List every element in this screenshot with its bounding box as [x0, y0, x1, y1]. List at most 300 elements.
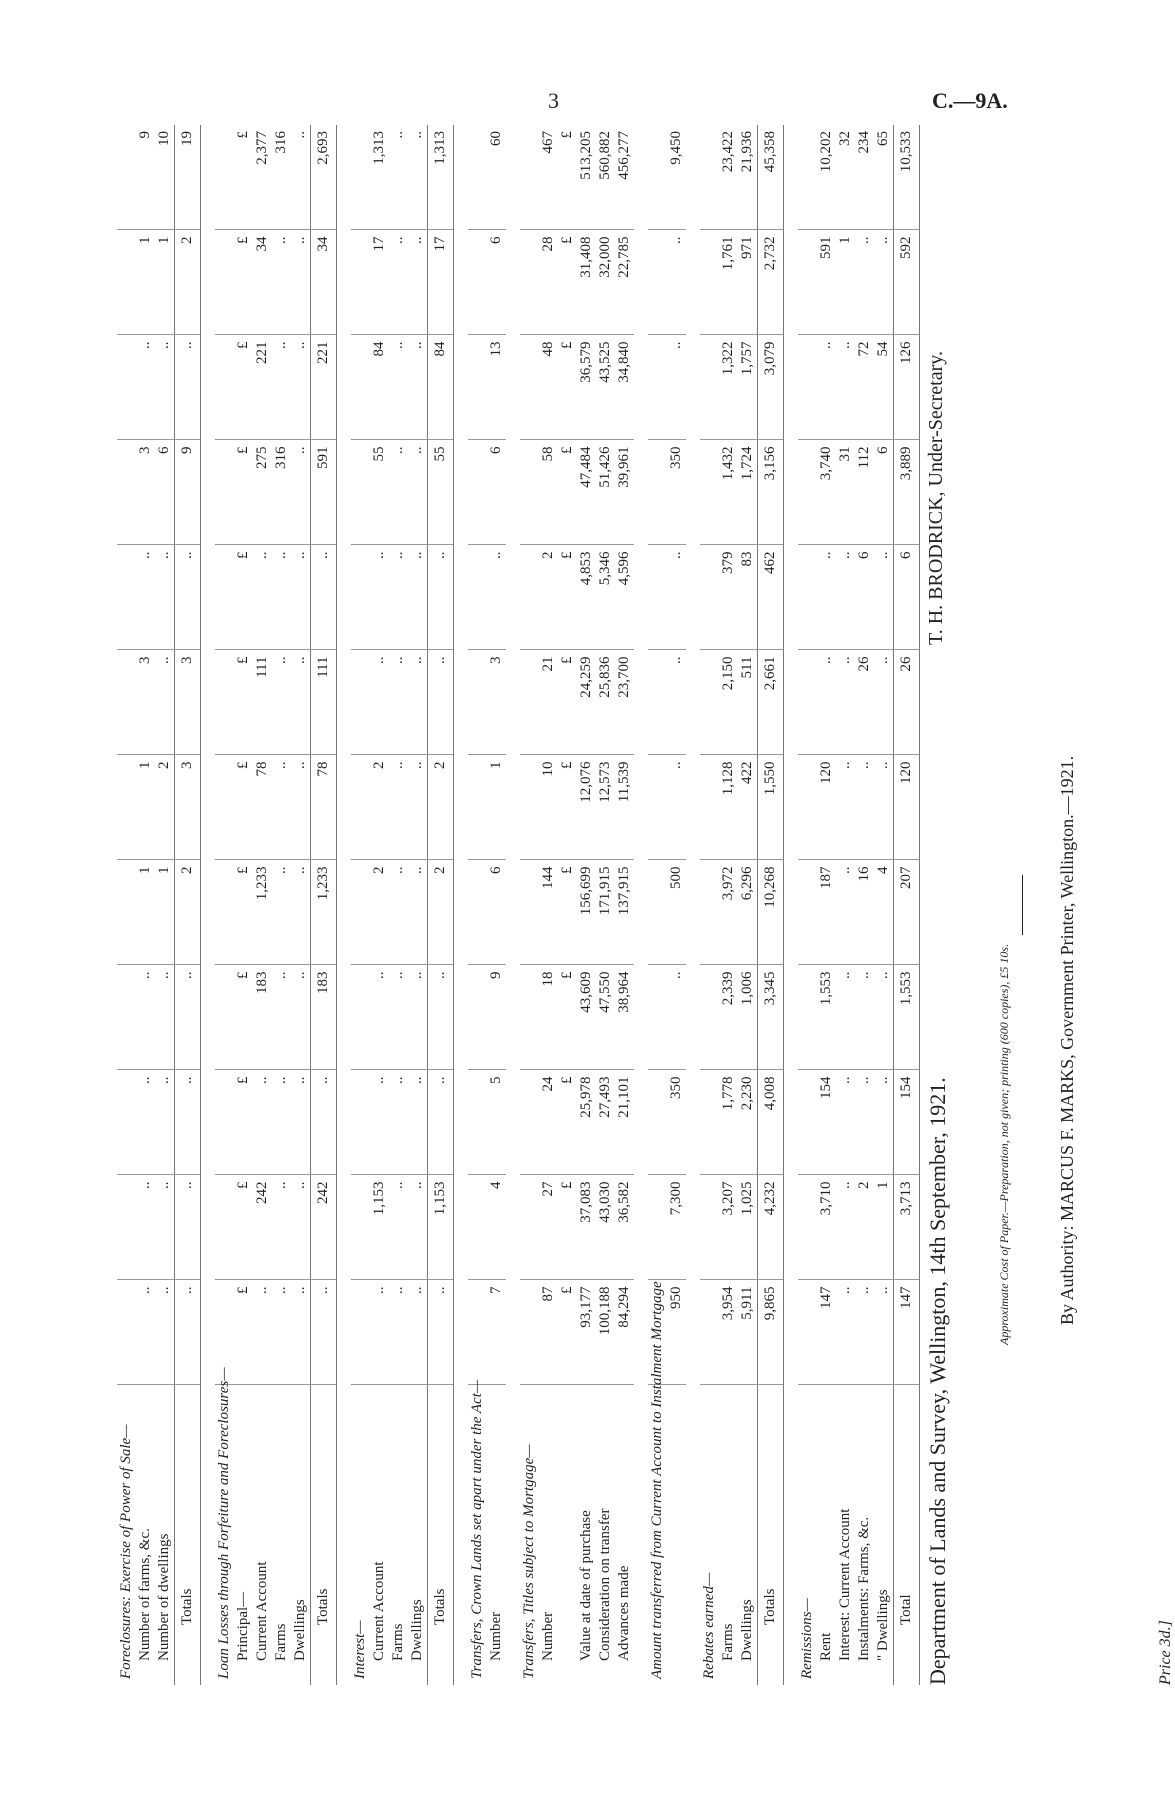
table-cell: .. — [389, 335, 408, 440]
table-cell: 456,277 — [615, 125, 634, 230]
table-cell — [215, 755, 234, 860]
table-cell — [117, 965, 136, 1070]
table-cell — [351, 1070, 370, 1175]
table-cell: 25,836 — [596, 650, 615, 755]
table-cell — [648, 650, 667, 755]
table-cell: .. — [253, 1070, 272, 1175]
table-cell: .. — [408, 755, 428, 860]
table-cell: .. — [311, 1280, 337, 1385]
table-row — [291, 125, 311, 1685]
table-cell: 27,493 — [596, 1070, 615, 1175]
table-cell: £ — [558, 1175, 577, 1280]
row-label: Dwellings — [409, 1599, 425, 1661]
table-cell — [520, 125, 539, 230]
table-row — [667, 125, 686, 1685]
table-cell: .. — [428, 1070, 454, 1175]
row-label: Number — [488, 1611, 504, 1661]
table-cell: 1 — [136, 230, 155, 335]
table-cell: 2,230 — [738, 1070, 758, 1175]
table-cell: 72 — [855, 335, 874, 440]
table-cell: 3,713 — [894, 1175, 920, 1280]
table-cell: .. — [311, 1070, 337, 1175]
table-cell: 1,153 — [428, 1175, 454, 1280]
table-cell: £ — [234, 1070, 253, 1175]
spacer-cell — [201, 125, 216, 1685]
table-cell — [117, 230, 136, 335]
section-heading: Rebates earned— — [701, 1572, 717, 1679]
table-cell: 9 — [175, 440, 201, 545]
table-cell — [520, 1175, 539, 1280]
table-cell: 592 — [894, 230, 920, 335]
table-cell: 1,757 — [738, 335, 758, 440]
table-cell — [648, 755, 667, 860]
return-table — [117, 125, 934, 1685]
table-cell — [351, 545, 370, 650]
table-cell — [520, 860, 539, 965]
spacer-cell — [686, 125, 700, 1685]
table-cell — [468, 125, 487, 230]
table-cell: 12,573 — [596, 755, 615, 860]
table-cell — [117, 1280, 136, 1385]
table-cell: 3 — [487, 650, 506, 755]
table-cell: £ — [234, 545, 253, 650]
table-row — [596, 125, 615, 1685]
table-cell — [700, 1070, 719, 1175]
table-cell: 3,889 — [894, 440, 920, 545]
table-cell: .. — [874, 965, 894, 1070]
table-cell: .. — [389, 1070, 408, 1175]
spacer-cell — [337, 125, 352, 1685]
table-cell: .. — [291, 440, 311, 545]
table-cell: 43,030 — [596, 1175, 615, 1280]
table-cell: 3 — [175, 755, 201, 860]
table-cell: 45,358 — [758, 125, 784, 230]
table-cell: .. — [272, 860, 291, 965]
table-cell: 18 — [539, 965, 558, 1070]
table-cell: 23,422 — [719, 125, 738, 230]
table-cell — [468, 1280, 487, 1385]
table-cell: .. — [408, 1280, 428, 1385]
table-cell: 17 — [428, 230, 454, 335]
table-cell: 1,432 — [719, 440, 738, 545]
table-cell: 2 — [175, 230, 201, 335]
table-cell: .. — [667, 230, 686, 335]
total-row — [175, 125, 201, 1685]
total-row — [894, 125, 920, 1685]
table-cell: 2 — [155, 755, 175, 860]
table-cell: 6 — [487, 230, 506, 335]
table-cell: 84,294 — [615, 1280, 634, 1385]
section-heading: Amount transferred from Current Account to Instalment Mortgage — [649, 1281, 665, 1679]
table-cell: 9 — [487, 965, 506, 1070]
table-cell — [117, 1175, 136, 1280]
table-cell: 83 — [738, 545, 758, 650]
total-row — [758, 125, 784, 1685]
table-cell: 1,233 — [253, 860, 272, 965]
table-cell — [700, 860, 719, 965]
table-cell: .. — [836, 965, 855, 1070]
table-cell: 7 — [487, 1280, 506, 1385]
table-cell: 32,000 — [596, 230, 615, 335]
table-cell — [117, 650, 136, 755]
table-cell: .. — [272, 965, 291, 1070]
table-cell: 93,177 — [577, 1280, 596, 1385]
table-cell: 1 — [487, 755, 506, 860]
table-row — [738, 125, 758, 1685]
row-label: Consideration on transfer — [597, 1508, 613, 1661]
table-cell: .. — [291, 125, 311, 230]
table-cell: 3,207 — [719, 1175, 738, 1280]
table-cell: 3,710 — [817, 1175, 836, 1280]
table-cell: .. — [874, 755, 894, 860]
table-cell: 6 — [487, 860, 506, 965]
table-row — [487, 125, 506, 1685]
table-cell: 1,778 — [719, 1070, 738, 1175]
table-cell: .. — [175, 1280, 201, 1385]
table-row — [155, 125, 175, 1685]
price-note: Price 3d.] — [1157, 1620, 1174, 1685]
table-row — [874, 125, 894, 1685]
table-cell: .. — [389, 965, 408, 1070]
table-cell — [468, 755, 487, 860]
table-cell: 144 — [539, 860, 558, 965]
table-cell: 65 — [874, 125, 894, 230]
table-cell: 147 — [894, 1280, 920, 1385]
row-label: Totals — [428, 1385, 454, 1685]
table-cell: 120 — [817, 755, 836, 860]
table-cell — [700, 1280, 719, 1385]
section-heading-row — [117, 125, 136, 1685]
table-cell: .. — [389, 545, 408, 650]
table-cell: 154 — [817, 1070, 836, 1175]
table-cell — [648, 440, 667, 545]
section-heading-row — [520, 125, 539, 1685]
table-cell: .. — [175, 1070, 201, 1175]
table-cell: .. — [136, 335, 155, 440]
table-cell: 28 — [539, 230, 558, 335]
table-cell: 7,300 — [667, 1175, 686, 1280]
table-cell: 120 — [894, 755, 920, 860]
section-heading-row — [468, 125, 487, 1685]
table-cell: 6 — [155, 440, 175, 545]
table-cell: .. — [836, 860, 855, 965]
table-cell — [351, 440, 370, 545]
table-cell — [520, 230, 539, 335]
row-label: Value at date of purchase — [578, 1510, 594, 1661]
table-cell: .. — [855, 755, 874, 860]
table-row — [719, 125, 738, 1685]
table-cell — [215, 335, 234, 440]
table-cell: 84 — [428, 335, 454, 440]
table-cell: £ — [234, 1280, 253, 1385]
table-cell: 137,915 — [615, 860, 634, 965]
table-cell: .. — [155, 650, 175, 755]
table-cell: .. — [487, 545, 506, 650]
table-cell: .. — [370, 545, 389, 650]
table-cell: 1 — [155, 230, 175, 335]
table-cell: .. — [428, 965, 454, 1070]
table-cell: 10,533 — [894, 125, 920, 230]
table-cell — [700, 650, 719, 755]
table-cell: 511 — [738, 650, 758, 755]
table-row — [615, 125, 634, 1685]
table-cell: .. — [370, 965, 389, 1070]
table-cell: .. — [836, 335, 855, 440]
table-cell: 36,579 — [577, 335, 596, 440]
table-cell: .. — [874, 1280, 894, 1385]
table-cell: 36,582 — [615, 1175, 634, 1280]
table-cell: .. — [155, 965, 175, 1070]
table-cell — [520, 1070, 539, 1175]
table-cell: 10,202 — [817, 125, 836, 230]
row-label: Advances made — [616, 1565, 632, 1661]
table-cell — [798, 440, 817, 545]
table-cell: 154 — [894, 1070, 920, 1175]
table-cell: 379 — [719, 545, 738, 650]
table-cell — [520, 335, 539, 440]
table-cell: 6,296 — [738, 860, 758, 965]
row-label: Totals — [175, 1385, 201, 1685]
table-cell: 156,699 — [577, 860, 596, 965]
table-cell: 9,450 — [667, 125, 686, 230]
table-cell — [468, 545, 487, 650]
table-cell — [700, 1175, 719, 1280]
table-cell: 462 — [758, 545, 784, 650]
table-cell: 31,408 — [577, 230, 596, 335]
table-cell — [700, 545, 719, 650]
table-cell: 1,553 — [817, 965, 836, 1070]
table-cell: .. — [428, 650, 454, 755]
table-cell: £ — [558, 1280, 577, 1385]
table-cell — [700, 440, 719, 545]
table-cell: .. — [408, 650, 428, 755]
table-row — [577, 125, 596, 1685]
table-cell: £ — [234, 440, 253, 545]
signatory: T. H. BRODRICK, Under-Secretary. — [925, 351, 947, 645]
table-cell — [648, 230, 667, 335]
table-cell: .. — [836, 650, 855, 755]
row-label: Dwellings — [292, 1599, 308, 1661]
table-row — [389, 125, 408, 1685]
section-heading: Foreclosures: Exercise of Power of Sale— — [118, 1424, 134, 1679]
table-cell — [215, 860, 234, 965]
table-cell — [468, 335, 487, 440]
table-cell: 24 — [539, 1070, 558, 1175]
table-cell: .. — [272, 1175, 291, 1280]
authority-line: By Authority: MARCUS F. MARKS, Government Printer, Wellington.—1921. — [1057, 755, 1077, 1325]
table-row — [558, 125, 577, 1685]
table-cell: .. — [667, 965, 686, 1070]
table-cell: 25,978 — [577, 1070, 596, 1175]
table-cell: 37,083 — [577, 1175, 596, 1280]
table-cell: 950 — [667, 1280, 686, 1385]
table-cell: .. — [836, 1280, 855, 1385]
table-cell — [468, 440, 487, 545]
table-cell: 242 — [253, 1175, 272, 1280]
table-cell: £ — [234, 1175, 253, 1280]
table-cell: 147 — [817, 1280, 836, 1385]
spacer-cell — [634, 125, 648, 1685]
table-cell: 3,079 — [758, 335, 784, 440]
table-cell: 2 — [428, 860, 454, 965]
table-cell: .. — [817, 650, 836, 755]
table-cell: 234 — [855, 125, 874, 230]
cost-note: Approximate Cost of Paper.—Preparation, not given; printing (600 copies), £5 10s. — [997, 943, 1011, 1345]
table-cell: 112 — [855, 440, 874, 545]
table-cell: 2,150 — [719, 650, 738, 755]
table-cell — [798, 1280, 817, 1385]
table-cell: £ — [234, 335, 253, 440]
table-cell: .. — [389, 650, 408, 755]
table-cell — [215, 650, 234, 755]
table-cell: 3 — [175, 650, 201, 755]
table-cell: .. — [817, 545, 836, 650]
table-cell: .. — [136, 545, 155, 650]
table-cell: £ — [558, 335, 577, 440]
table-cell: £ — [558, 125, 577, 230]
table-cell — [351, 755, 370, 860]
table-cell: 17 — [370, 230, 389, 335]
spacer-row — [634, 125, 648, 1685]
row-label: Totals — [311, 1385, 337, 1685]
table-cell — [215, 1175, 234, 1280]
spacer-row — [784, 125, 799, 1685]
table-cell: 2 — [855, 1175, 874, 1280]
table-cell: .. — [291, 965, 311, 1070]
row-label: Interest: Current Account — [837, 1508, 853, 1661]
table-cell: 55 — [428, 440, 454, 545]
table-cell: .. — [272, 230, 291, 335]
table-cell: 78 — [253, 755, 272, 860]
table-cell: 43,525 — [596, 335, 615, 440]
table-cell: 19 — [175, 125, 201, 230]
spacer-row — [201, 125, 216, 1685]
table-cell: .. — [370, 1070, 389, 1175]
section-heading: Remissions— — [799, 1598, 815, 1679]
row-label: Number — [540, 1611, 556, 1661]
table-cell: 5 — [487, 1070, 506, 1175]
table-row — [253, 125, 272, 1685]
table-cell — [648, 335, 667, 440]
table-cell: 1 — [136, 755, 155, 860]
table-cell: .. — [389, 860, 408, 965]
table-cell: .. — [291, 860, 311, 965]
table-cell: 12,076 — [577, 755, 596, 860]
table-cell: .. — [389, 1175, 408, 1280]
table-cell: 591 — [817, 230, 836, 335]
table-cell: 21,101 — [615, 1070, 634, 1175]
table-cell: 111 — [311, 650, 337, 755]
table-cell — [215, 545, 234, 650]
table-cell — [520, 545, 539, 650]
table-row — [539, 125, 558, 1685]
table-cell: 6 — [855, 545, 874, 650]
table-cell: 560,882 — [596, 125, 615, 230]
table-cell: .. — [836, 1175, 855, 1280]
table-cell: 467 — [539, 125, 558, 230]
table-cell: 51,426 — [596, 440, 615, 545]
table-cell: 316 — [272, 440, 291, 545]
table-cell — [700, 965, 719, 1070]
table-cell: 350 — [667, 1070, 686, 1175]
table-cell — [117, 1070, 136, 1175]
table-cell: 84 — [370, 335, 389, 440]
table-cell: .. — [855, 1280, 874, 1385]
table-cell: .. — [408, 335, 428, 440]
table-cell: 9 — [136, 125, 155, 230]
spacer-cell — [454, 125, 469, 1685]
table-cell: 350 — [667, 440, 686, 545]
table-cell: 87 — [539, 1280, 558, 1385]
table-cell: .. — [408, 125, 428, 230]
table-cell: .. — [408, 230, 428, 335]
table-cell: 207 — [894, 860, 920, 965]
table-cell: .. — [253, 545, 272, 650]
table-cell: 34,840 — [615, 335, 634, 440]
table-cell: 2 — [370, 860, 389, 965]
table-cell: 2,377 — [253, 125, 272, 230]
table-cell: 11,539 — [615, 755, 634, 860]
table-cell — [215, 230, 234, 335]
table-cell — [700, 230, 719, 335]
table-cell: 3 — [136, 650, 155, 755]
table-cell — [648, 1070, 667, 1175]
row-label: Current Account — [371, 1561, 387, 1661]
table-cell — [648, 860, 667, 965]
table-cell: 38,964 — [615, 965, 634, 1070]
table-cell: .. — [408, 860, 428, 965]
table-cell: 4,596 — [615, 545, 634, 650]
table-cell: 100,188 — [596, 1280, 615, 1385]
table-cell: 126 — [894, 335, 920, 440]
table-cell: .. — [136, 1175, 155, 1280]
table-cell: 10 — [155, 125, 175, 230]
spacer-cell — [506, 125, 520, 1685]
table-cell: 21,936 — [738, 125, 758, 230]
table-cell: .. — [389, 440, 408, 545]
table-cell: 43,609 — [577, 965, 596, 1070]
table-cell: 3,972 — [719, 860, 738, 965]
table-cell — [351, 1175, 370, 1280]
table-row — [272, 125, 291, 1685]
table-cell: 26 — [855, 650, 874, 755]
table-cell: 4,232 — [758, 1175, 784, 1280]
table-cell — [351, 125, 370, 230]
table-cell: .. — [836, 1070, 855, 1175]
table-cell: 2,693 — [311, 125, 337, 230]
table-cell — [468, 1175, 487, 1280]
table-cell: £ — [234, 965, 253, 1070]
spacer-row — [337, 125, 352, 1685]
table-cell: .. — [291, 1175, 311, 1280]
section-heading: Loan Losses through Forfeiture and Foreclosures— — [216, 1367, 232, 1679]
table-cell: .. — [836, 755, 855, 860]
table-cell: .. — [155, 1070, 175, 1175]
table-cell — [468, 965, 487, 1070]
table-cell: 316 — [272, 125, 291, 230]
table-cell: 422 — [738, 755, 758, 860]
table-cell — [351, 650, 370, 755]
document-reference: C.—9A. — [932, 88, 1008, 113]
table-cell — [468, 650, 487, 755]
table-row — [855, 125, 874, 1685]
table-cell: 221 — [253, 335, 272, 440]
table-cell: .. — [272, 1280, 291, 1385]
table-cell — [117, 335, 136, 440]
table-cell: .. — [667, 335, 686, 440]
table-cell: .. — [272, 755, 291, 860]
table-cell: 31 — [836, 440, 855, 545]
